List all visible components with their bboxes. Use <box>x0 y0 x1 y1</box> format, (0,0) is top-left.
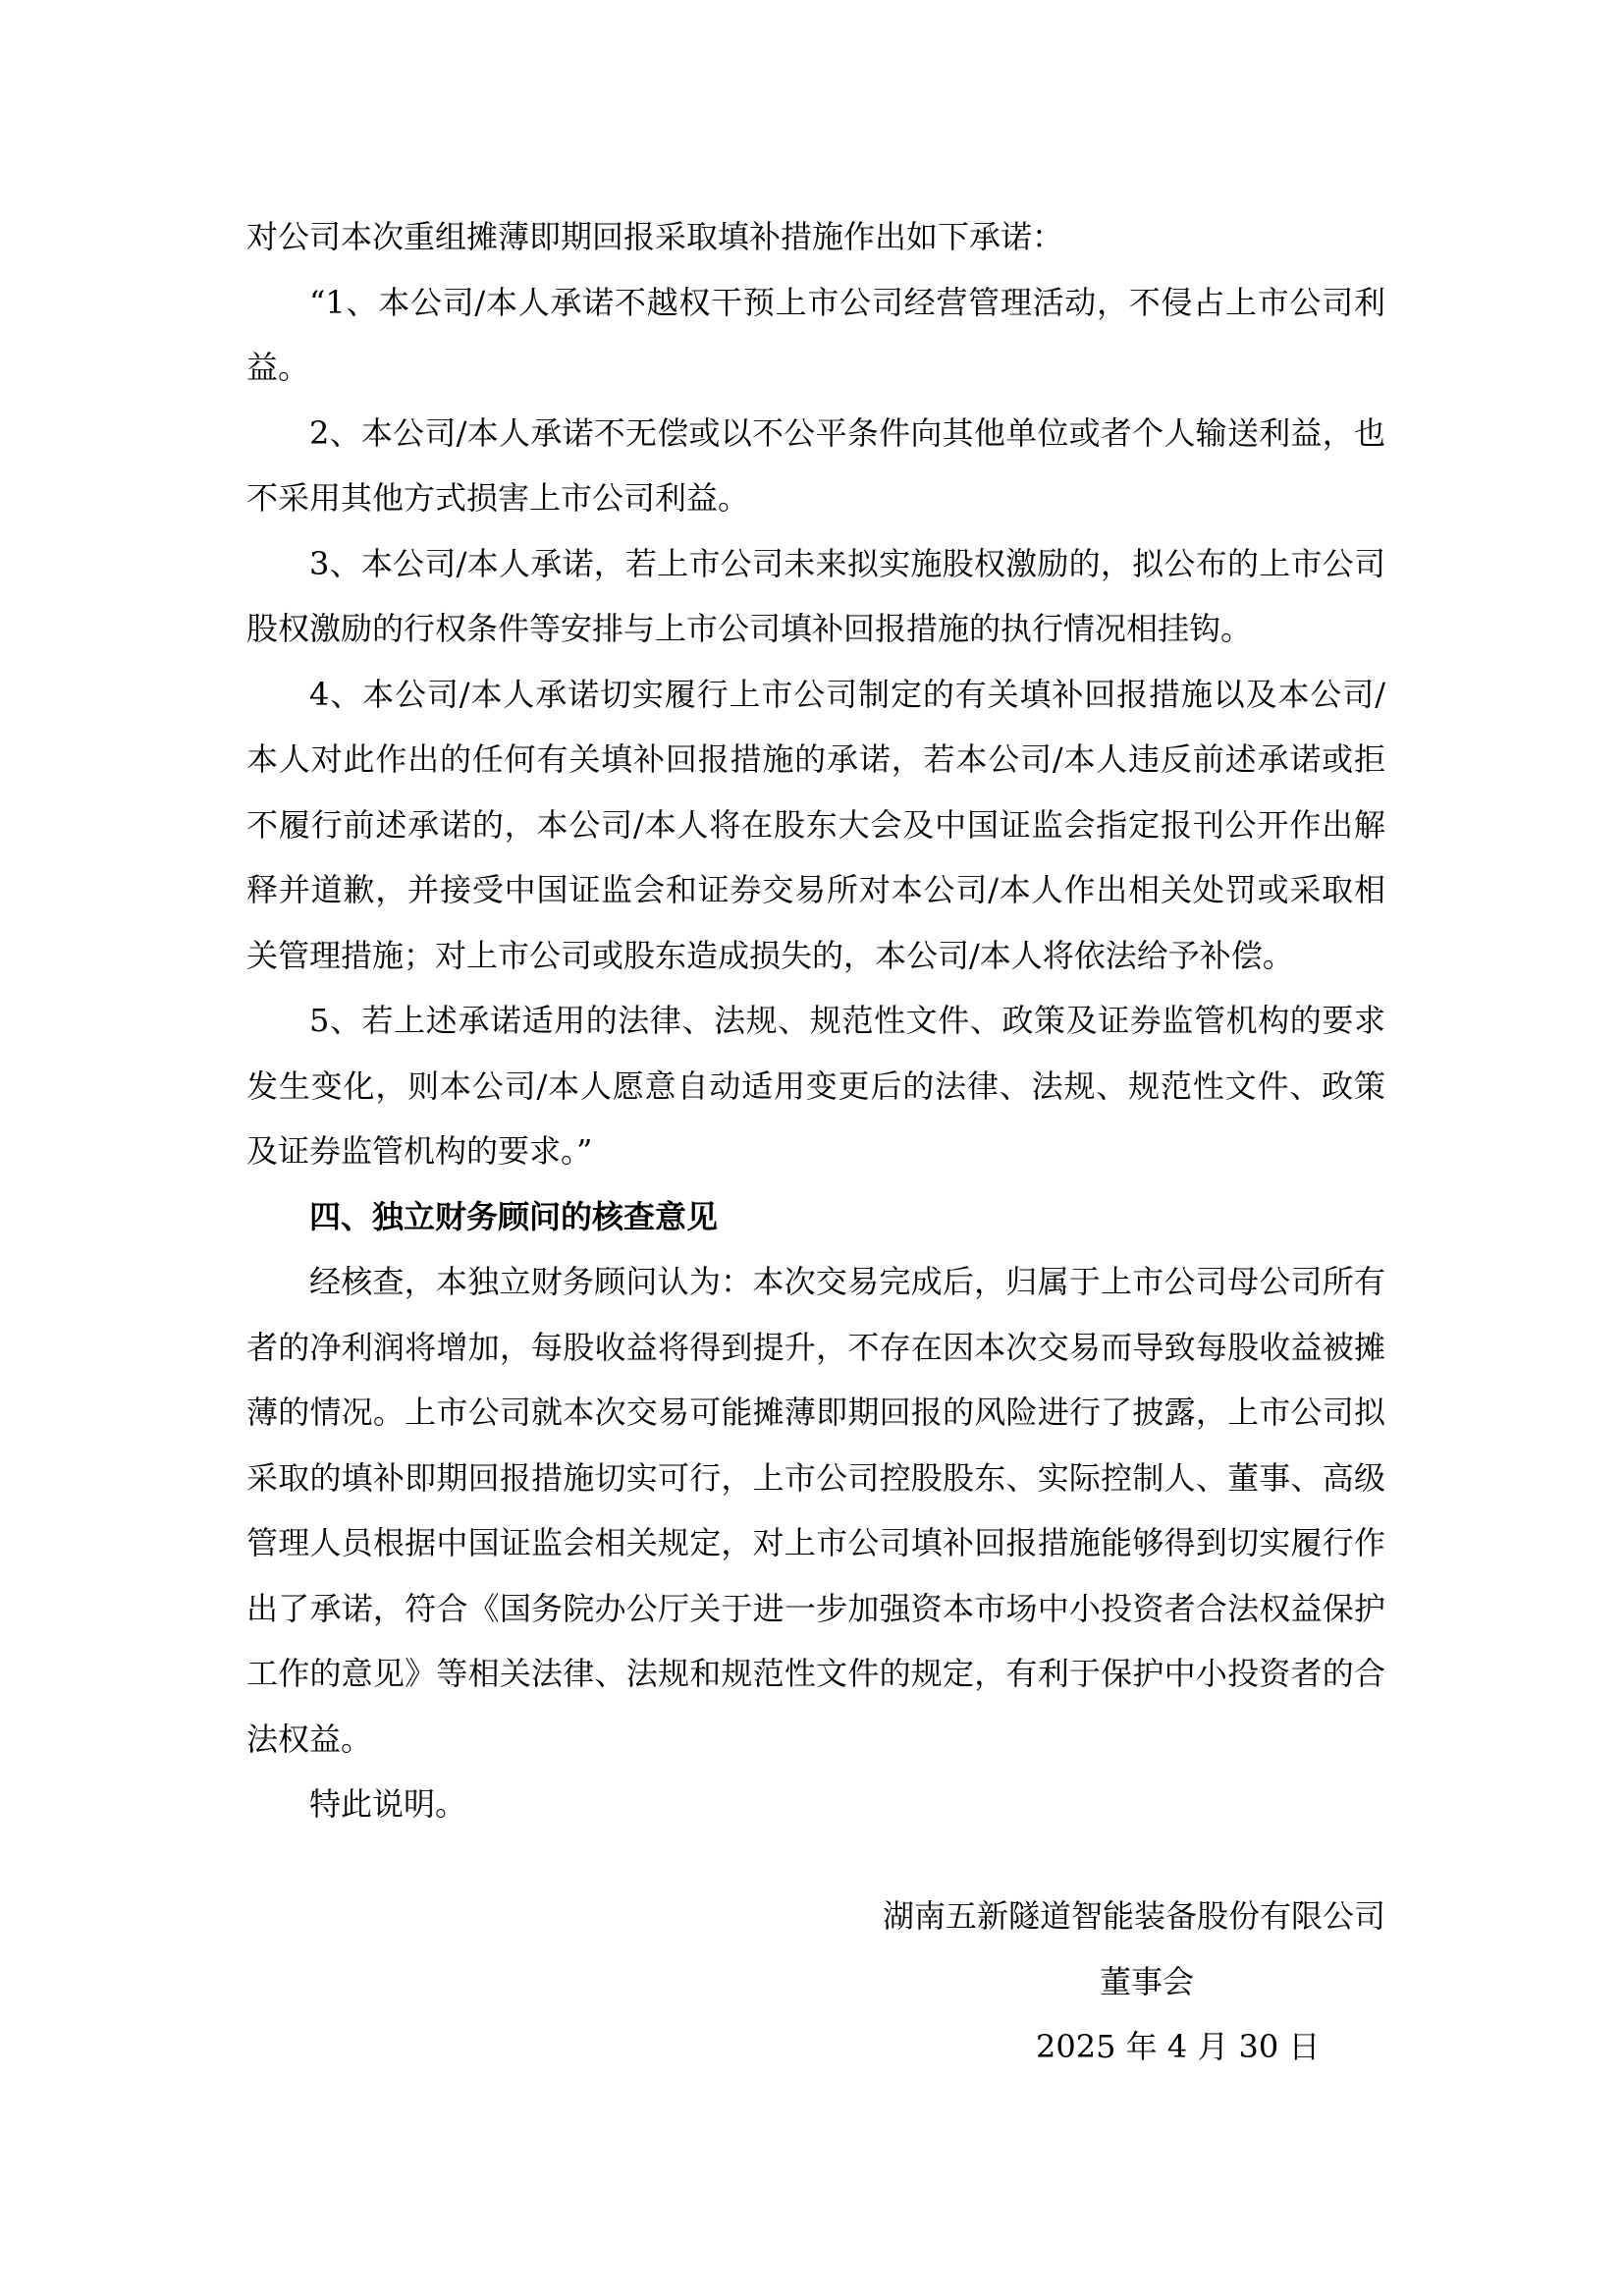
commitment-5: 5、若上述承诺适用的法律、法规、规范性文件、政策及证券监管机构的要求发生变化，则本公司/本人愿意自动适用变更后的法律、法规、规范性文件、政策及证券监管机构的要求。” <box>246 1002 1385 1170</box>
commitment-3: 3、本公司/本人承诺，若上市公司未来拟实施股权激励的，拟公布的上市公司股权激励的行权条件等安排与上市公司填补回报措施的执行情况相挂钩。 <box>246 544 1385 647</box>
signature-board: 董事会 <box>1100 1963 1195 2000</box>
commitment-1: “1、本公司/本人承诺不越权干预上市公司经营管理活动，不侵占上市公司利益。 <box>246 283 1385 386</box>
section-heading: 四、独立财务顾问的核查意见 <box>309 1197 719 1235</box>
commitment-4: 4、本公司/本人承诺切实履行上市公司制定的有关填补回报措施以及本公司/本人对此作出的任何有关填补回报措施的承诺，若本公司/本人违反前述承诺或拒不履行前述承诺的，本公司/本人将在股东大会及中国证监会指定报刊公开作出解释并道歉，并接受中国证监会和证券交易所对本公司/本人作出相关处罚或采取相关管理措施；对上市公司或股东造成损失的，本公司/本人将依法给予补偿。 <box>246 675 1385 974</box>
signature-date: 2025 年 4 月 30 日 <box>1036 2028 1321 2065</box>
closing-line: 特此说明。 <box>309 1785 467 1823</box>
intro-paragraph: 对公司本次重组摊薄即期回报采取填补措施作出如下承诺： <box>246 218 1064 255</box>
commitment-2: 2、本公司/本人承诺不无偿或以不公平条件向其他单位或者个人输送利益，也不采用其他方式损害上市公司利益。 <box>246 413 1385 517</box>
document-body <box>246 204 1385 1837</box>
signature-company: 湖南五新隧道智能装备股份有限公司 <box>882 1897 1385 1935</box>
opinion-paragraph: 经核查，本独立财务顾问认为：本次交易完成后，归属于上市公司母公司所有者的净利润将增加，每股收益将得到提升，不存在因本次交易而导致每股收益被摊薄的情况。上市公司就本次交易可能摊薄即期回报的风险进行了披露，上市公司拟采取的填补即期回报措施切实可行，上市公司控股股东、实际控制人、董事、高级管理人员根据中国证监会相关规定，对上市公司填补回报措施能够得到切实履行作出了承诺，符合《国务院办公厅关于进一步加强资本市场中小投资者合法权益保护工作的意见》等相关法律、法规和规范性文件的规定，有利于保护中小投资者的合法权益。 <box>246 1263 1385 1758</box>
